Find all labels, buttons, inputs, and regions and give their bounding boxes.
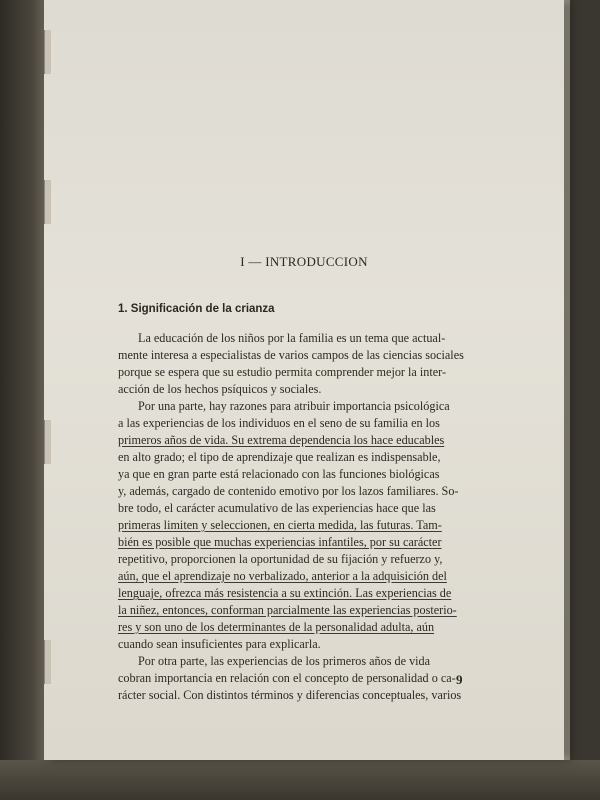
text-line-underlined: la niñez, entonces, conforman parcialmente las experiencias posterio-: [118, 603, 457, 617]
text-line: a las experiencias de los individuos en el seno de su familia en los: [118, 416, 440, 430]
binding-staple: [44, 420, 51, 464]
text-line: rácter social. Con distintos términos y diferencias conceptuales, varios: [118, 688, 462, 702]
binding-staple: [44, 640, 51, 684]
text-line: en alto grado; el tipo de aprendizaje que realizan es indispensable,: [118, 450, 441, 464]
text-line-underlined: primeros años de vida. Su extrema dependencia los hace educables: [118, 433, 445, 447]
text-line-underlined: bién es posible que muchas experiencias infantiles, por su carácter: [118, 535, 442, 549]
text-line: bre todo, el carácter acumulativo de las experiencias hace que las: [118, 501, 436, 515]
section-heading: 1. Significación de la crianza: [118, 303, 275, 315]
book-spine-shadow: [0, 0, 46, 800]
text-line: ya que en gran parte está relacionado con las funciones biológicas: [118, 467, 440, 481]
text-line: acción de los hechos psíquicos y sociales.: [118, 382, 322, 396]
body-text: [118, 330, 518, 704]
text-line-underlined: aún, que el aprendizaje no verbalizado, anterior a la adquisición del: [118, 569, 447, 583]
text-line: Por otra parte, las experiencias de los primeros años de vida: [138, 654, 431, 668]
text-line: mente interesa a especialistas de varios campos de las ciencias sociales: [118, 348, 464, 362]
text-line: La educación de los niños por la familia es un tema que actual-: [138, 331, 446, 345]
book-page: [44, 0, 564, 760]
text-line: porque se espera que su estudio permita comprender mejor la inter-: [118, 365, 447, 379]
text-line: cobran importancia en relación con el concepto de personalidad o ca-: [118, 671, 456, 685]
text-line: y, además, cargado de contenido emotivo por los lazos familiares. So-: [118, 484, 459, 498]
binding-staple: [44, 180, 51, 224]
text-line-underlined: res y son uno de los determinantes de la personalidad adulta, aún: [118, 620, 435, 634]
page-number: 9: [456, 672, 463, 687]
text-line: Por una parte, hay razones para atribuir importancia psicológica: [138, 399, 450, 413]
text-line-underlined: primeras limiten y seleccionen, en cierta medida, las futuras. Tam-: [118, 518, 442, 532]
chapter-title: I — INTRODUCCION: [240, 254, 368, 269]
text-line: repetitivo, proporcionen la oportunidad de su fijación y refuerzo y,: [118, 552, 443, 566]
text-line: cuando sean insuficientes para explicarla.: [118, 637, 321, 651]
table-surface: [0, 760, 600, 800]
binding-staple: [44, 30, 51, 74]
text-line-underlined: lenguaje, ofrezca más resistencia a su extinción. Las experiencias de: [118, 586, 452, 600]
